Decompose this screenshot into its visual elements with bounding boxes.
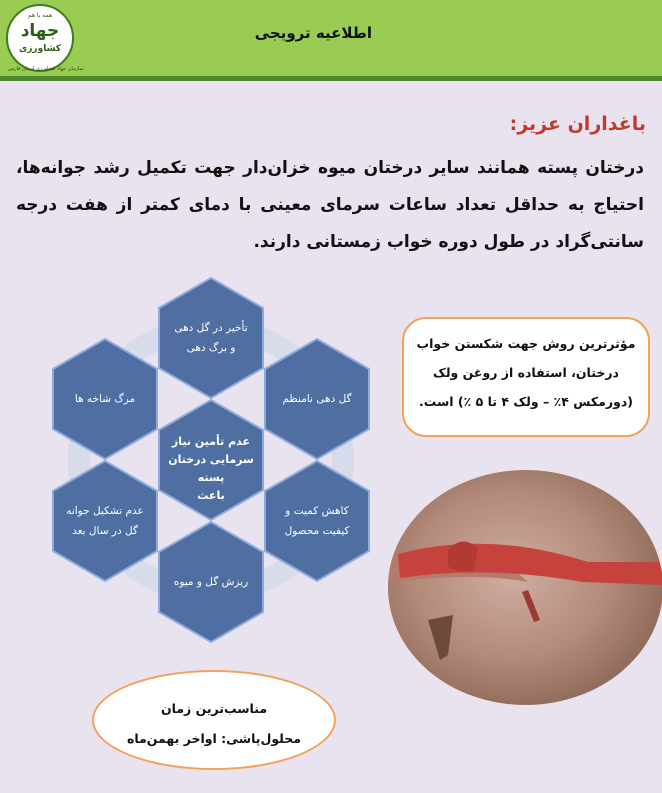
timing-box	[92, 670, 336, 770]
hex-lower-left-line: عدم تشکیل جوانه	[66, 505, 144, 517]
hex-lower-right-line: کیفیت محصول	[284, 525, 350, 537]
hex-bottom-label	[161, 572, 261, 592]
hex-top-line: تأخیر در گل دهی	[174, 322, 248, 334]
hex-center-line: سرمایی درختان پسته	[168, 453, 254, 484]
hex-lower-left-line: گل در سال بعد	[72, 525, 138, 537]
hex-lower-right-label	[267, 501, 367, 541]
logo-sub-text: کشاورزی	[19, 44, 61, 54]
hex-lower-left-label	[55, 501, 155, 541]
hex-upper-left-label	[55, 389, 155, 409]
hex-center-line: باعث	[197, 489, 225, 502]
logo-main-text: جهاد	[20, 21, 60, 41]
hex-upper-left-line: مرگ شاخه ها	[74, 393, 136, 405]
timing-line: محلول‌پاشی: اواخر بهمن‌ماه	[126, 731, 302, 746]
hex-upper-right-label	[267, 389, 367, 409]
hex-top-label	[161, 318, 261, 358]
intro-paragraph: درختان پسته همانند سایر درختان میوه خزان‌دار جهت تکمیل رشد جوانه‌ها، احتیاج به حداقل تعداد ساعات سرمای معینی با دمای کمتر از هفت درجه سانتی‌گراد در طول دوره خواب زمستانی دارند.	[16, 158, 644, 252]
logo-tagline: سازمان جهاد کشاورزی استان فارس	[8, 66, 84, 72]
header-title: اطلاعیه ترویجی	[254, 24, 372, 42]
hex-center-label	[161, 433, 261, 505]
timing-line: مناسب‌ترین زمان	[160, 701, 268, 716]
hex-center-line: عدم تأمین نیاز	[171, 435, 251, 448]
logo-top-text: همه با هم	[27, 12, 53, 19]
recommendation-callout	[402, 317, 650, 437]
hex-bottom-line: ریزش گل و میوه	[173, 576, 249, 588]
hex-lower-right-line: کاهش کمیت و	[285, 505, 349, 517]
hex-top-line: و برگ دهی	[186, 342, 236, 354]
callout-line: مؤثرترین روش جهت شکستن خواب	[416, 336, 636, 351]
callout-line: (دورمکس ۴٪ – ولک ۴ تا ۵ ٪) است.	[419, 394, 633, 409]
pistachio-branch-photo	[388, 470, 662, 705]
hex-upper-right-line: گل دهی نامنظم	[282, 393, 352, 405]
callout-line: درختان، استفاده از روغن ولک	[433, 365, 619, 380]
branch-illustration	[388, 470, 662, 705]
greeting-heading: باغداران عزیز:	[509, 113, 646, 135]
